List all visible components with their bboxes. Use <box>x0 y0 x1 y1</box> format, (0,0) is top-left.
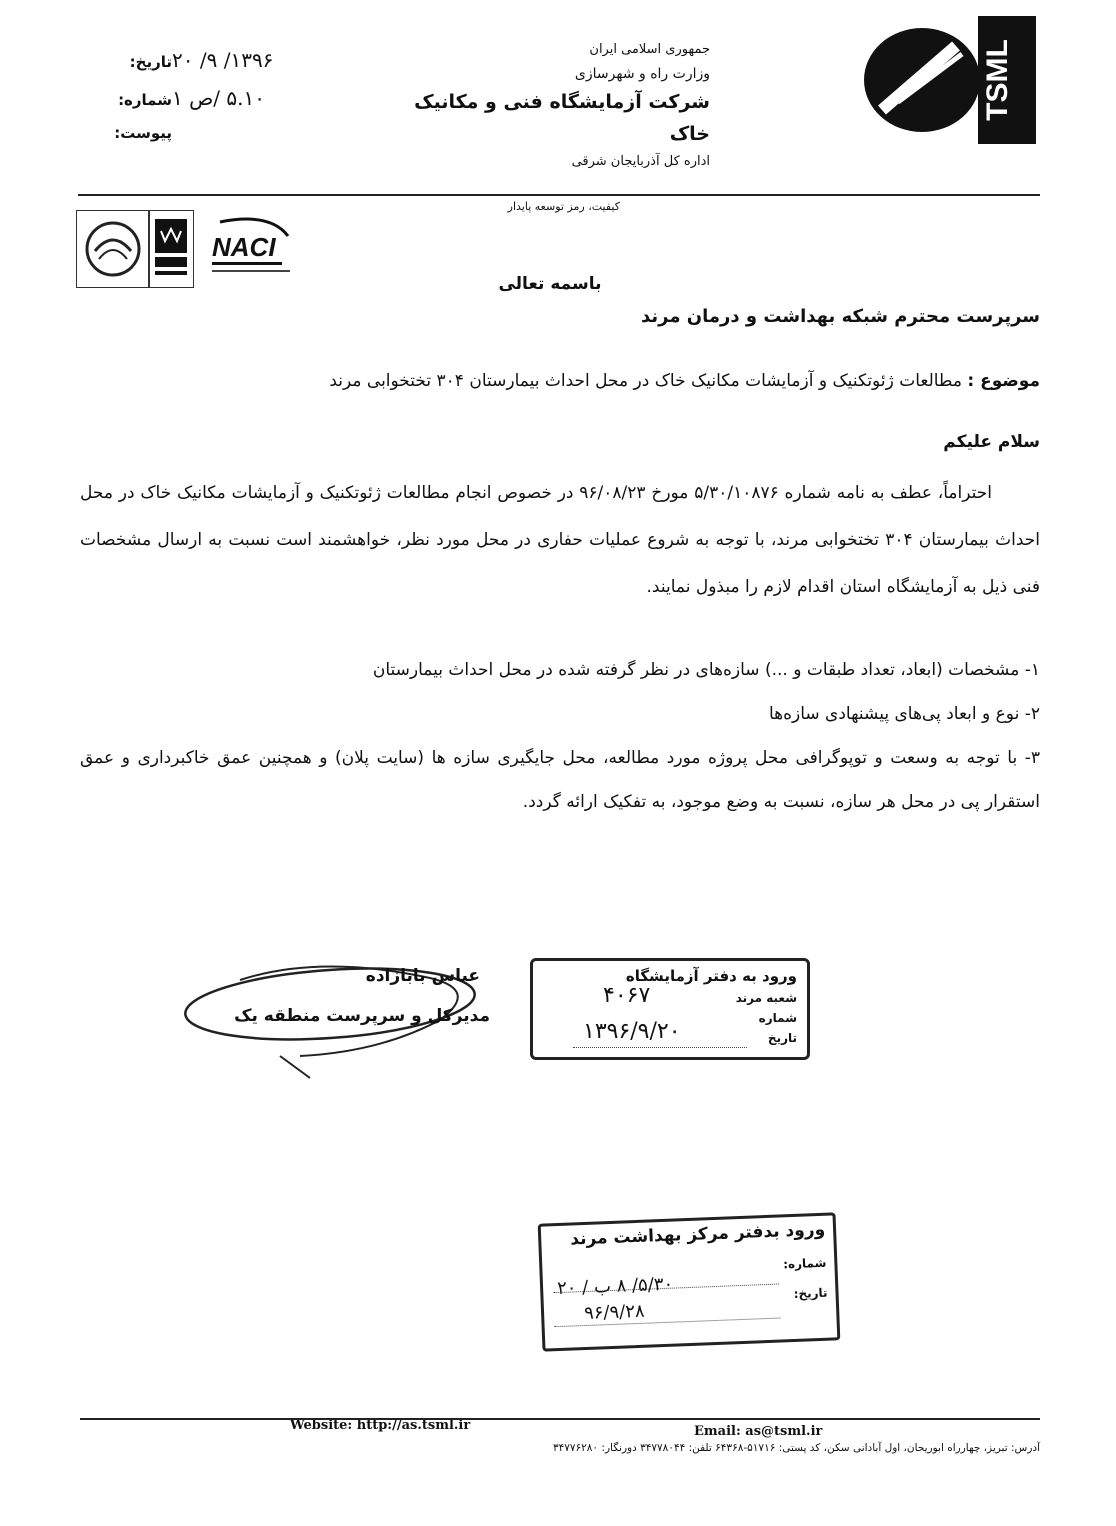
footer-website[interactable]: Website: http://as.tsml.ir <box>290 1418 471 1433</box>
tsml-logo-text: TSML <box>981 39 1014 121</box>
signatory-name: عباس بابازاده <box>365 966 480 986</box>
number-label: شماره: <box>118 91 172 109</box>
stamp-title: ورود بدفتر مرکز بهداشت مرند <box>569 1219 826 1250</box>
stamp-number-value: ۴۰۶۷ <box>603 983 651 1008</box>
naci-logo-mark <box>200 210 300 286</box>
certification-logos <box>76 210 301 290</box>
footer-address: آدرس: تبریز، چهارراه ابوریحان، اول آبادانی سکن، کد پستی: ۵۱۷۱۶-۶۴۳۶۸ تلفن: ۳۴۷۷۸۰۴۴ دورنگار: ۳۴۷۷۶۲۸۰ <box>552 1442 1040 1454</box>
emblem-icon <box>77 211 149 287</box>
ministry-name: وزارت راه و شهرسازی <box>574 66 710 82</box>
letterhead <box>380 38 710 174</box>
greeting: سلام علیکم <box>943 432 1040 452</box>
letter-meta <box>100 48 310 162</box>
bismillah: باسمه تعالی <box>498 274 602 294</box>
stamp-date-value: ۹۶/۹/۲۸ <box>583 1300 645 1325</box>
date-row <box>100 48 310 86</box>
requirements-list <box>80 648 1040 824</box>
tsml-logo <box>860 10 1040 150</box>
stamp-number-label: شماره <box>758 1011 797 1025</box>
emblem-logo <box>76 210 150 288</box>
naci-logo <box>200 210 300 286</box>
stamp-date-label: تاریخ <box>767 1031 797 1045</box>
date-value: ۱۳۹۶/ ۹/ ۲۰ <box>172 48 274 72</box>
list-item: ۳- با توجه به وسعت و توپوگرافی محل پروژه مورد مطالعه، محل جایگیری سازه ها (سایت پلان) و همچنین عمق خاکبرداری و عمق استقرار پی در محل هر سازه، نسبت به وضع موجود، به تفکیک ارائه گردد. <box>80 748 1040 812</box>
signatory-title: مدیرکل و سرپرست منطقه یک <box>234 1006 490 1026</box>
recipient: سرپرست محترم شبکه بهداشت و درمان مرند <box>640 306 1040 327</box>
number-row <box>100 86 310 124</box>
country-name: جمهوری اسلامی ایران <box>589 42 710 57</box>
stamp-number-label: شماره: <box>782 1255 827 1272</box>
stamp-date-value: ۱۳۹۶/۹/۲۰ <box>583 1019 681 1044</box>
ukas-crown-icon <box>149 211 193 287</box>
body-paragraph: احتراماً، عطف به نامه شماره ۵/۳۰/۱۰۸۷۶ مورخ ۹۶/۰۸/۲۳ در خصوص انجام مطالعات ژئوتکنیک و آزمایشات مکانیک خاک در محل احداث بیمارستان ۳۰۴ تختخوابی مرند، با توجه به شروع عملیات حفاری در محل مورد نظر، خواهشمند است نسبت به ارسال مشخصات فنی ذیل به آزمایشگاه استان اقدام لازم را مبذول نمایند. <box>80 483 1041 597</box>
attachment-row <box>100 124 310 162</box>
subject-text: مطالعات ژئوتکنیک و آزمایشات مکانیک خاک در محل احداث بیمارستان ۳۰۴ تختخوابی مرند <box>329 371 962 391</box>
office-name: اداره کل آذربایجان شرقی <box>571 154 710 169</box>
stamp-date-label: تاریخ: <box>793 1285 828 1301</box>
subject-label: موضوع : <box>967 371 1040 391</box>
list-item: ۲- نوع و ابعاد پی‌های پیشنهادی سازه‌ها <box>768 704 1040 724</box>
lab-receipt-stamp <box>530 958 810 1060</box>
naci-logo-text: NACI <box>212 232 276 262</box>
stamp-dotted-line <box>573 1047 747 1048</box>
date-label: تاریخ: <box>129 53 172 71</box>
number-value: ۵.۱۰ /ص ۱ <box>172 86 265 110</box>
list-item: ۱- مشخصات (ابعاد، تعداد طبقات و ...) سازه‌های در نظر گرفته شده در محل احداث بیمارستان <box>372 660 1040 680</box>
health-center-stamp <box>538 1212 841 1351</box>
footer-divider <box>80 1418 1040 1420</box>
attachment-label: پیوست: <box>114 124 172 142</box>
stamp-number-value: ۵/۳۰/ ۸ ب / ۲۰ <box>556 1273 674 1300</box>
stamp-branch: شعبه مرند <box>735 991 797 1005</box>
ukas-logo <box>148 210 194 288</box>
company-name: شرکت آزمایشگاه فنی و مکانیک خاک <box>414 91 710 145</box>
footer-email[interactable]: Email: as@tsml.ir <box>694 1424 823 1439</box>
quality-motto: کیفیت، رمز توسعه پایدار <box>507 200 620 213</box>
subject <box>170 366 1040 396</box>
stamp-title: ورود به دفتر آزمایشگاه <box>625 967 797 985</box>
header-divider <box>78 194 1040 196</box>
